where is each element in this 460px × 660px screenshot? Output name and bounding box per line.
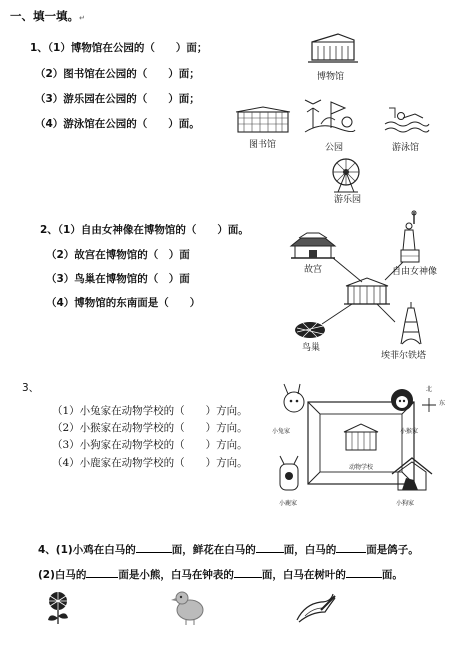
park-label: 公园 (325, 143, 344, 153)
amusement-label: 游乐园 (334, 195, 362, 205)
library-label: 图书馆 (249, 140, 277, 150)
q4-blank-4[interactable] (86, 568, 118, 578)
q2-item-1: 2、（1）自由女神像在博物馆的（ ）面。 (40, 224, 249, 236)
birdnest-label: 鸟巢 (302, 343, 321, 353)
q3-item-3: （3）小狗家在动物学校的（ ）方向。 (52, 439, 248, 451)
dog-home-label: 小狗家 (396, 500, 415, 507)
pool-label: 游泳馆 (392, 143, 420, 153)
bird-nest-icon (293, 320, 327, 340)
palace-icon (289, 232, 337, 260)
q1-item-3: （3）游乐园在公园的（ ）面； (35, 93, 200, 105)
q1-item-2: （2）图书馆在公园的（ ）面； (35, 68, 200, 80)
deer-home-label: 小鹿家 (279, 500, 298, 507)
rabbit-home-label: 小兔家 (272, 428, 291, 435)
q1-item-1: 1、（1）博物馆在公园的（ ）面； (30, 42, 208, 54)
q2-item-3: （3）鸟巢在博物馆的（ ）面 (46, 273, 190, 285)
q3-item-1: （1）小兔家在动物学校的（ ）方向。 (52, 405, 248, 417)
hand-writing-icon (291, 590, 339, 626)
center-museum-icon (344, 276, 390, 306)
q4-blank-6[interactable] (346, 568, 382, 578)
liberty-label: 自由女神像 (392, 267, 438, 277)
animal-school-map (272, 382, 452, 508)
q4-blank-2[interactable] (256, 543, 284, 553)
school-label: 动物学校 (349, 464, 374, 471)
section-title: 一、填一填。↵ (10, 9, 85, 23)
q4-line-1: 4、(1)小鸡在白马的 面，鲜花在白马的 面，白马的 面是鸽子。 (38, 544, 419, 556)
eiffel-tower-icon (399, 302, 423, 346)
monkey-home-label: 小猴家 (400, 428, 419, 435)
q2-item-4: （4）博物馆的东南面是（ ） (46, 297, 201, 309)
liberty-statue-icon (397, 210, 423, 264)
flower-icon (40, 590, 76, 626)
chick-icon (168, 588, 210, 626)
q2-item-2: （2）故宫在博物馆的（ ）面 (46, 249, 190, 261)
museum-label: 博物馆 (317, 72, 345, 82)
q4-blank-1[interactable] (136, 543, 172, 553)
q4-blank-3[interactable] (336, 543, 366, 553)
q4-line-2: (2)白马的 面是小熊，白马在钟表的 面，白马在树叶的 面。 (38, 569, 403, 581)
q1-item-4: （4）游泳馆在公园的（ ）面。 (35, 118, 200, 130)
compass-north-label: 北 (426, 386, 433, 393)
q3-number: 3、 (22, 382, 40, 394)
compass-east-label: 东 (439, 400, 446, 407)
eiffel-label: 埃菲尔铁塔 (381, 351, 427, 361)
q3-item-2: （2）小猴家在动物学校的（ ）方向。 (52, 422, 248, 434)
palace-label: 故宫 (304, 265, 323, 275)
q4-blank-5[interactable] (234, 568, 262, 578)
q3-item-4: （4）小鹿家在动物学校的（ ）方向。 (52, 457, 248, 469)
